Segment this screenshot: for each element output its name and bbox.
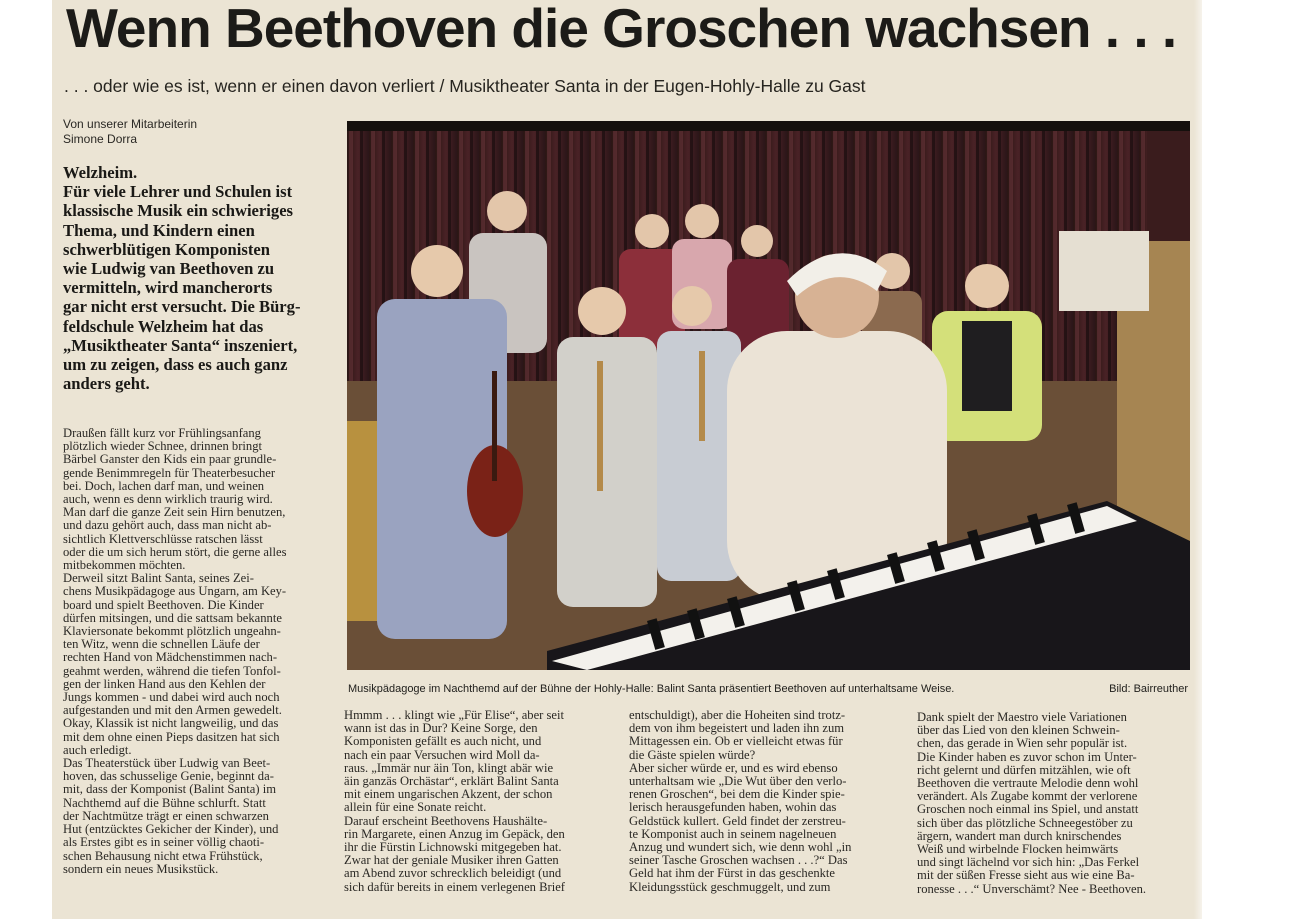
photo-top-border (347, 121, 1190, 131)
caption-text: Musikpädagoge im Nachthemd auf der Bühne der Hohly-Halle: Balint Santa präsentiert Beethoven auf unterhaltsame Weise. (348, 683, 955, 695)
text-line: Kleidungsstück geschmuggelt, und zum (629, 880, 831, 894)
lead-line: „Musiktheater Santa“ inszeniert, (63, 335, 298, 355)
text-line: sich über das plötzliche Schneegestöber zu (917, 816, 1133, 830)
lead-line: schwerblütigen Komponisten (63, 239, 270, 259)
text-line: mitbekommen möchten. (63, 559, 186, 573)
text-line: gen der linken Hand aus den Kehlen der (63, 677, 266, 691)
text-line: Bärbel Ganster den Kids ein paar grundle- (63, 453, 277, 467)
text-line: Das Theaterstück über Ludwig van Beet- (63, 757, 271, 771)
paper-edge (1194, 0, 1202, 919)
text-line: ronesse . . .“ Unverschämt? Nee - Beethoven. (917, 882, 1147, 896)
text-line: Weiß und wirbelnde Flocken heimwärts (917, 843, 1119, 857)
lead-line: klassische Musik ein schwieriges (63, 201, 294, 221)
article-photo (347, 121, 1190, 670)
text-line: entschuldigt), aber die Hoheiten sind trotz- (629, 709, 846, 722)
text-line: chen, das gerade in Wien sehr populär ist. (917, 737, 1128, 751)
text-line: die Gäste spielen würde? (629, 748, 756, 762)
lead-line: wie Ludwig van Beethoven zu (63, 259, 275, 279)
text-line: mit der süßen Fresse sieht aus wie eine Ba- (917, 869, 1135, 883)
text-line: Zwar hat der geniale Musiker ihren Gatten (344, 854, 559, 868)
lead-paragraph (63, 163, 345, 393)
photo-caption (348, 683, 1190, 695)
text-line: renen Groschen“, bei dem die Kinder spie- (629, 788, 845, 802)
text-line: allein für eine Sonate reicht. (344, 801, 487, 815)
text-line: Groschen noch einmal ins Spiel, und anstatt (917, 803, 1139, 817)
text-line: Darauf erscheint Beethovens Haushälte- (344, 814, 548, 828)
text-line: Man darf die ganze Zeit sein Hirn benutzen, (63, 506, 286, 520)
text-line: ärgern, wandert man durch knirschendes (917, 829, 1122, 843)
recorder-icon (699, 351, 705, 441)
byline-line: Von unserer Mitarbeiterin (63, 117, 198, 131)
recorder-icon (597, 361, 603, 491)
text-line: Geldstück kullert. Geld findet der zerstreu- (629, 814, 846, 828)
text-line: ten Witz, wenn die schnellen Läufe der (63, 638, 260, 652)
text-line: geahmt werden, während die tiefen Tonfol- (63, 664, 281, 678)
lead-line: Welzheim. (63, 163, 138, 182)
text-line: sondern ein neues Musikstück. (63, 862, 219, 876)
text-line: auch erledigt. (63, 743, 132, 757)
lead-line: anders geht. (63, 374, 150, 394)
text-line: wann ist das in Dur? Keine Sorge, den (344, 722, 538, 736)
lead-line: vermitteln, wird mancherorts (63, 278, 273, 298)
text-column-1 (63, 427, 333, 876)
subheadline: . . . oder wie es ist, wenn er einen davon verliert / Musiktheater Santa in der Eugen-Hohly-Halle zu Gast (64, 76, 866, 96)
lead-line: Thema, und Kindern einen (63, 220, 255, 240)
text-line: Hmmm . . . klingt wie „Für Elise“, aber seit (344, 709, 564, 722)
text-line: Anzug und wundert sich, wie denn wohl „in (629, 841, 852, 855)
text-line: als Erstes gibt es in seiner völlig chaoti- (63, 836, 265, 850)
text-line: bei. Doch, lachen darf man, und weinen (63, 479, 265, 493)
text-line: unterhaltsam wie „Die Wut über den verlo- (629, 775, 847, 789)
byline-author: Simone Dorra (63, 132, 138, 146)
text-line: plötzlich wieder Schnee, drinnen bringt (63, 440, 262, 454)
text-line: Mittagessen ein. Ob er vielleicht etwas für (629, 735, 843, 749)
text-line: Okay, Klassik ist nicht langweilig, und das (63, 717, 279, 731)
text-line: sichtlich Klettverschlüsse ratschen lässt (63, 532, 263, 546)
text-line: Komponisten gefällt es auch nicht, und (344, 735, 542, 749)
text-column-3 (629, 709, 901, 894)
text-line: sich dafür bereits in einem verlegenen Brief (344, 880, 565, 894)
text-line: rin Margarete, einen Anzug im Gepäck, den (344, 827, 565, 841)
text-line: äin ganzäs Orchästar“, erklärt Balint Santa (344, 775, 559, 789)
lead-line: um zu zeigen, dass es auch ganz (63, 355, 288, 375)
byline (63, 117, 197, 147)
text-line: chens Musikpädagoge aus Ungarn, am Key- (63, 585, 287, 599)
lead-line: gar nicht erst versucht. Die Bürg- (63, 297, 301, 317)
child-violin (377, 245, 523, 639)
text-line: Jungs kommen - und dabei wird auch noch (63, 691, 280, 705)
text-line: seiner Tasche Groschen wachsen . . .?“ Das (629, 854, 848, 868)
text-line: nach ein paar Versuchen wird Moll da- (344, 748, 540, 762)
text-line: am Abend zuvor schrecklich beleidigt (und (344, 867, 562, 881)
text-line: schen Behausung nicht etwa Frühstück, (63, 849, 263, 863)
text-line: über das Lied von den kleinen Schwein- (917, 724, 1120, 738)
text-line: auch, wenn es denn wirklich traurig wird. (63, 493, 273, 507)
photo-credit: Bild: Bairreuther (1109, 683, 1188, 695)
text-line: Die Kinder haben es zuvor schon im Unter- (917, 750, 1137, 764)
lead-line: feldschule Welzheim hat das (63, 316, 264, 336)
headline: Wenn Beethoven die Groschen wachsen . . . (66, 0, 1177, 59)
text-line: mit einem ungarischen Akzent, der schon (344, 788, 553, 802)
text-line: gende Benimmregeln für Theaterbesucher (63, 466, 276, 480)
text-line: Nachthemd auf die Bühne schlurft. Statt (63, 796, 266, 810)
text-line: ihr die Fürstin Lichnowski mitgegeben hat. (344, 841, 562, 855)
cloth-prop (1059, 231, 1149, 311)
photo-illustration (347, 121, 1190, 670)
text-line: Geld hat ihm der Fürst in das geschenkte (629, 867, 836, 881)
text-line: Beethoven die vertraute Melodie denn wohl (917, 777, 1139, 791)
text-line: mit, dass der Komponist (Balint Santa) im (63, 783, 277, 797)
text-line: oder die um sich herum stört, die gerne alles (63, 545, 287, 559)
text-line: mit dem ohne einen Pieps dasitzen hat sich (63, 730, 280, 744)
text-line: raus. „Immär nur äin Ton, klingt abär wie (344, 761, 554, 775)
text-line: Derweil sitzt Balint Santa, seines Zei- (63, 572, 254, 586)
lead-line: Für viele Lehrer und Schulen ist (63, 182, 293, 202)
text-line: Aber sicher würde er, und es wird ebenso (629, 761, 838, 775)
text-line: und singt lächelnd vor sich hin: „Das Ferkel (917, 856, 1140, 870)
text-line: te Komponist auch in seinem nagelneuen (629, 827, 837, 841)
text-line: der Nachtmütze trägt er einen schwarzen (63, 809, 269, 823)
text-line: Draußen fällt kurz vor Frühlingsanfang (63, 427, 261, 440)
text-line: dem von ihm begeistert und laden ihn zum (629, 722, 845, 736)
text-line: rechten Hand von Mädchenstimmen nach- (63, 651, 278, 665)
text-line: Dank spielt der Maestro viele Variationen (917, 711, 1127, 724)
text-line: und dazu gehört auch, dass man nicht ab- (63, 519, 272, 533)
text-line: Hut (entzücktes Gekicher der Kinder), und (63, 823, 279, 837)
text-line: dürfen mitsingen, und die sattsam bekannte (63, 611, 282, 625)
text-line: aufgestanden und mit den Armen gewedelt. (63, 704, 282, 718)
text-line: richt gelernt und dürfen mitzählen, wie oft (917, 763, 1131, 777)
text-line: hoven, das schusselige Genie, beginnt da- (63, 770, 274, 784)
text-column-2 (344, 709, 616, 894)
text-line: Klaviersonate bekommt plötzlich ungeahn- (63, 625, 281, 639)
text-column-4 (917, 711, 1189, 896)
text-line: lerisch herausgefunden haben, wohin das (629, 801, 837, 815)
text-line: board und spielt Beethoven. Die Kinder (63, 598, 264, 612)
text-line: verändert. Als Zugabe kommt der verlorene (917, 790, 1138, 804)
